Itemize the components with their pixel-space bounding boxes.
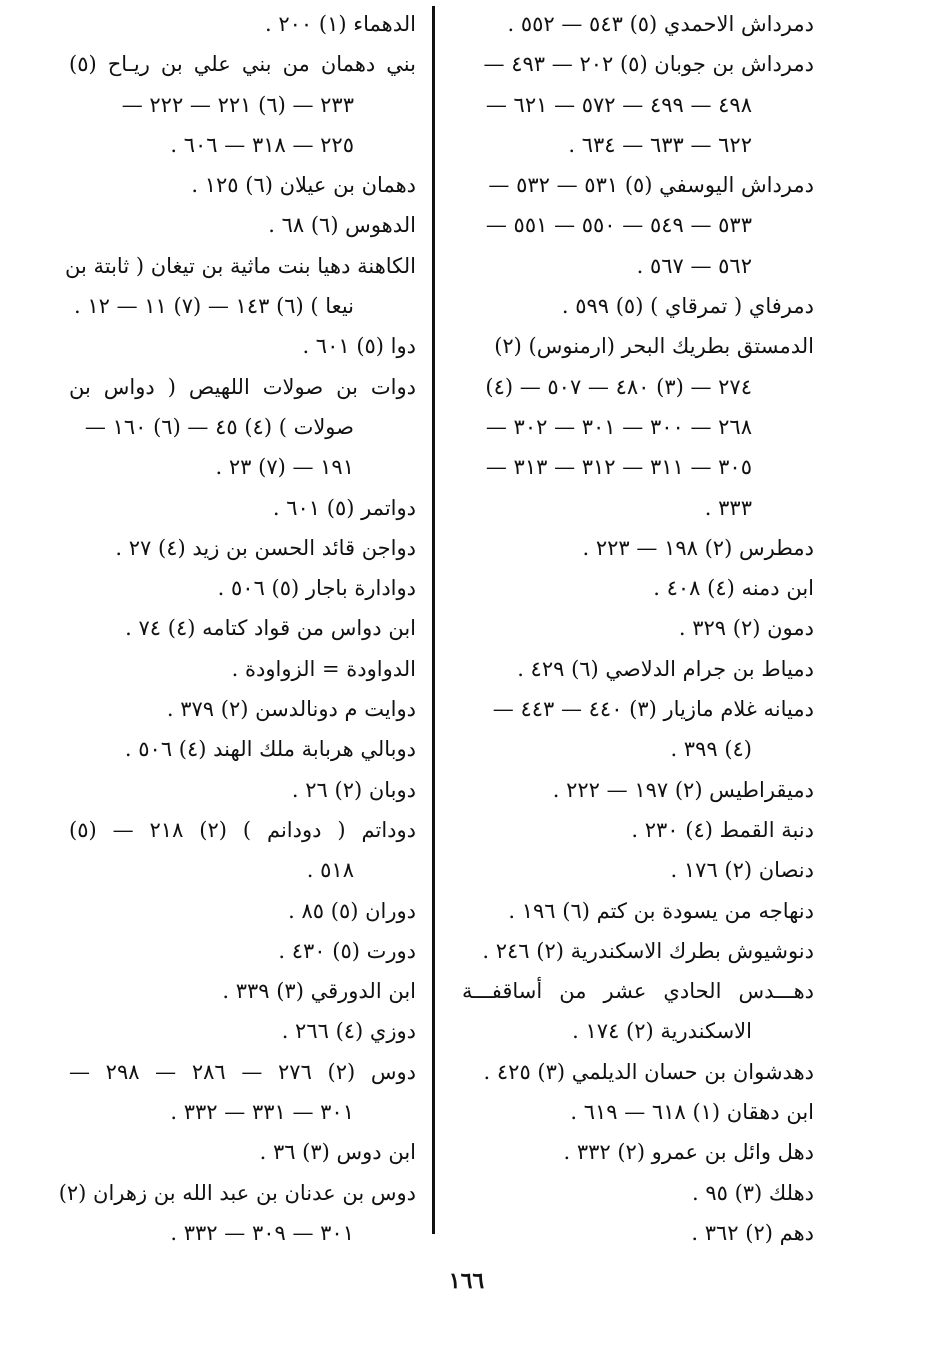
index-entry-line: دوبان (٢) ٢٦ . bbox=[291, 777, 416, 802]
index-entry-line: دوات بن صولات اللهيص ( دواس بن bbox=[69, 374, 416, 399]
index-entry-line: دنبة القمط (٤) ٢٣٠ . bbox=[631, 817, 814, 842]
index-entry-line: نيعا ) (٦) ١٤٣ — (٧) ١١ — ١٢ . bbox=[74, 294, 354, 319]
index-entry-line: الاسكندرية (٢) ١٧٤ . bbox=[572, 1019, 752, 1044]
index-entry-line: ٢٦٨ — ٣٠٠ — ٣٠١ — ٣٠٢ — bbox=[485, 414, 752, 439]
index-entry-line: دمرداش اليوسفي (٥) ٥٣١ — ٥٣٢ — bbox=[488, 173, 814, 198]
index-entry-line: ٣٠١ — ٣٠٩ — ٣٣٢ . bbox=[170, 1220, 354, 1245]
index-entry-line: ٥٣٣ — ٥٤٩ — ٥٥٠ — ٥٥١ — bbox=[485, 213, 752, 238]
index-entry-line: ٣٣٣ . bbox=[704, 495, 752, 520]
index-entry-line: ابن دواس من قواد كتامه (٤) ٧٤ . bbox=[125, 616, 416, 641]
index-entry-line: دمرداش الاحمدي (٥) ٥٤٣ — ٥٥٢ . bbox=[507, 12, 814, 36]
index-entry-line: دنوشيوش بطرك الاسكندرية (٢) ٢٤٦ . bbox=[482, 938, 814, 963]
index-entry-line: الدواودة = الزواودة . bbox=[231, 656, 416, 681]
index-entry-line: ٢٣٣ — (٦) ٢٢١ — ٢٢٢ — bbox=[121, 92, 354, 117]
index-entry-line: دورت (٥) ٤٣٠ . bbox=[278, 938, 416, 963]
index-entry-line: دوزي (٤) ٢٦٦ . bbox=[281, 1019, 416, 1044]
index-entry-line: دنصان (٢) ١٧٦ . bbox=[670, 858, 814, 883]
index-entry-line: دهـــدس الحادي عشر من أساقفـــة bbox=[462, 979, 814, 1004]
index-entry-line: ابن دمنه (٤) ٤٠٨ . bbox=[653, 576, 814, 601]
index-entry-line: دواجن قائد الحسن بن زيد (٤) ٢٧ . bbox=[115, 535, 416, 560]
column-divider-rule bbox=[432, 6, 435, 1234]
left-column bbox=[58, 4, 416, 1253]
page-number: ١٦٦ bbox=[448, 1268, 485, 1294]
index-entry-line: دمياط بن جرام الدلاصي (٦) ٤٢٩ . bbox=[517, 656, 814, 681]
index-entry-line: دهمان بن عيلان (٦) ١٢٥ . bbox=[191, 173, 416, 198]
index-entry-line: ابن دهقان (١) ٦١٨ — ٦١٩ . bbox=[570, 1100, 814, 1125]
index-entry-line: دمرداش بن جوبان (٥) ٢٠٢ — ٤٩٣ — bbox=[483, 52, 814, 77]
index-entry-line: دوا (٥) ٦٠١ . bbox=[302, 334, 416, 359]
index-entry-line: دهل وائل بن عمرو (٢) ٣٣٢ . bbox=[563, 1140, 814, 1165]
index-entry-line: ١٩١ — (٧) ٢٣ . bbox=[215, 455, 354, 480]
index-entry-line: ٥٦٢ — ٥٦٧ . bbox=[636, 253, 752, 278]
index-entry-line: دوداتم ( دودانم ) (٢) ٢١٨ — (٥) bbox=[69, 817, 416, 842]
index-entry-line: (٤) ٣٩٩ . bbox=[670, 737, 752, 762]
index-entry-line: ٢٢٥ — ٣١٨ — ٦٠٦ . bbox=[170, 132, 354, 157]
index-entry-line: دوبالي هربابة ملك الهند (٤) ٥٠٦ . bbox=[124, 737, 416, 762]
index-entry-line: ٦٢٢ — ٦٣٣ — ٦٣٤ . bbox=[568, 132, 752, 157]
index-entry-line: دمطرس (٢) ١٩٨ — ٢٢٣ . bbox=[582, 535, 814, 560]
index-entry-line: دميقراطيس (٢) ١٩٧ — ٢٢٢ . bbox=[552, 777, 814, 802]
index-entry-line: الدمستق بطريك البحر (ارمنوس) (٢) bbox=[494, 334, 814, 359]
index-entry-line: دمرفاي ( تمرقاي ) (٥) ٥٩٩ . bbox=[561, 294, 814, 319]
index-entry-line: الدهماء (١) ٢٠٠ . bbox=[265, 12, 416, 36]
index-entry-line: دهلك (٣) ٩٥ . bbox=[691, 1180, 814, 1205]
index-entry-line: دهم (٢) ٣٦٢ . bbox=[691, 1220, 814, 1245]
index-entry-line: دوادارة باجار (٥) ٥٠٦ . bbox=[217, 576, 416, 601]
index-entry-line: دوران (٥) ٨٥ . bbox=[288, 898, 416, 923]
index-entry-line: ابن دوس (٣) ٣٦ . bbox=[259, 1140, 416, 1165]
index-entry-line: دميانه غلام مازيار (٣) ٤٤٠ — ٤٤٣ — bbox=[492, 697, 814, 722]
right-column bbox=[462, 4, 814, 1253]
index-entry-line: بني دهمان من بني علي بن ريـاح (٥) bbox=[69, 52, 416, 77]
index-entry-line: ٣٠٥ — ٣١١ — ٣١٢ — ٣١٣ — bbox=[485, 455, 752, 480]
index-entry-line: ٣٠١ — ٣٣١ — ٣٣٢ . bbox=[170, 1100, 354, 1125]
index-entry-line: ٢٧٤ — (٣) ٤٨٠ — ٥٠٧ — (٤) bbox=[485, 374, 752, 399]
index-entry-line: ٤٩٨ — ٤٩٩ — ٥٧٢ — ٦٢١ — bbox=[485, 92, 752, 117]
index-entry-line: دواتمر (٥) ٦٠١ . bbox=[272, 495, 416, 520]
index-entry-line: دهدشوان بن حسان الديلمي (٣) ٤٢٥ . bbox=[483, 1059, 814, 1084]
index-entry-line: الدهوس (٦) ٦٨ . bbox=[268, 213, 416, 238]
index-entry-line: صولات ) (٤) ٤٥ — (٦) ١٦٠ — bbox=[84, 414, 354, 439]
index-entry-line: دوس (٢) ٢٧٦ — ٢٨٦ — ٢٩٨ — bbox=[69, 1059, 416, 1084]
index-entry-line: دوايت م دونالدسن (٢) ٣٧٩ . bbox=[166, 697, 416, 722]
index-entry-line: ٥١٨ . bbox=[306, 858, 354, 883]
index-entry-line: دنهاجه من يسودة بن كتم (٦) ١٩٦ . bbox=[508, 898, 814, 923]
index-entry-line: دوس بن عدنان بن عبد الله بن زهران (٢) bbox=[58, 1180, 416, 1205]
index-entry-line: الكاهنة دهيا بنت ماثية بن تيغان ( ثابتة بن bbox=[64, 253, 416, 278]
index-entry-line: ابن الدورقي (٣) ٣٣٩ . bbox=[222, 979, 416, 1004]
index-entry-line: دمون (٢) ٣٢٩ . bbox=[678, 616, 814, 641]
